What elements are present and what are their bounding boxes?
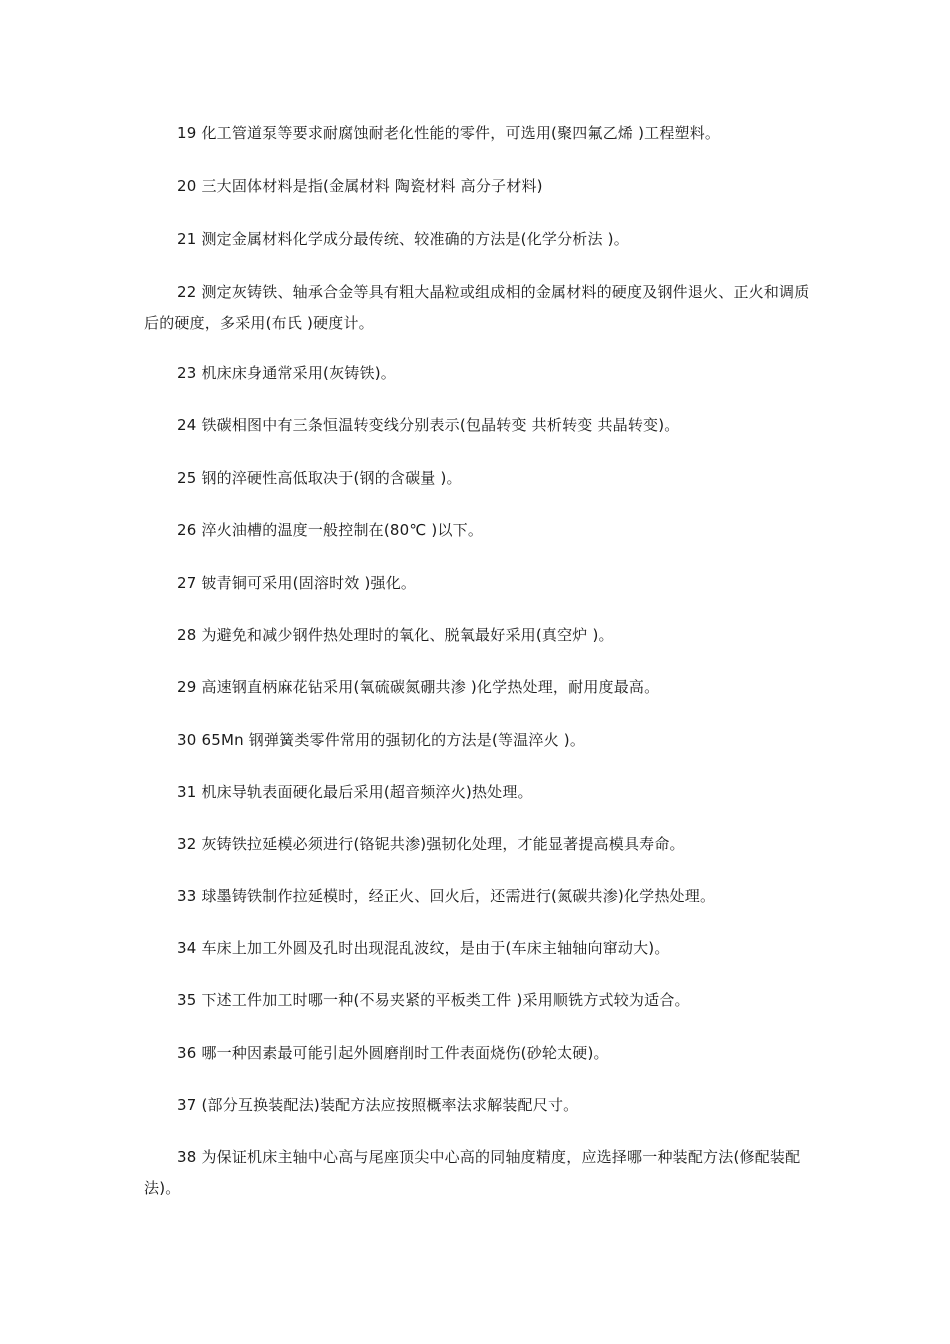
question-31: 31 机床导轨表面硬化最后采用(超音频淬火)热处理。 [177, 783, 533, 801]
question-32: 32 灰铸铁拉延模必须进行(铬铌共渗)强韧化处理，才能显著提高模具寿命。 [177, 835, 685, 853]
question-36: 36 哪一种因素最可能引起外圆磨削时工件表面烧伤(砂轮太硬)。 [177, 1044, 609, 1062]
question-23: 23 机床床身通常采用(灰铸铁)。 [177, 364, 396, 382]
question-20: 20 三大固体材料是指(金属材料 陶瓷材料 高分子材料) [177, 177, 543, 195]
question-28: 28 为避免和减少钢件热处理时的氧化、脱氧最好采用(真空炉 )。 [177, 626, 614, 644]
question-33: 33 球墨铸铁制作拉延模时，经正火、回火后，还需进行(氮碳共渗)化学热处理。 [177, 887, 716, 905]
question-21: 21 测定金属材料化学成分最传统、较准确的方法是(化学分析法 )。 [177, 230, 629, 248]
question-26: 26 淬火油槽的温度一般控制在(80℃ )以下。 [177, 521, 484, 539]
question-37: 37 (部分互换装配法)装配方法应按照概率法求解装配尺寸。 [177, 1096, 579, 1114]
question-27: 27 铍青铜可采用(固溶时效 )强化。 [177, 574, 417, 592]
question-22: 22 测定灰铸铁、轴承合金等具有粗大晶粒或组成相的金属材料的硬度及钢件退火、正火和调质后的硬度，多采用(布氏 )硬度计。 [144, 283, 810, 332]
question-34: 34 车床上加工外圆及孔时出现混乱波纹，是由于(车床主轴轴向窜动大)。 [177, 939, 670, 957]
question-29: 29 高速钢直柄麻花钻采用(氧硫碳氮硼共渗 )化学热处理，耐用度最高。 [177, 678, 660, 696]
question-24: 24 铁碳相图中有三条恒温转变线分别表示(包晶转变 共析转变 共晶转变)。 [177, 416, 680, 434]
question-19: 19 化工管道泵等要求耐腐蚀耐老化性能的零件，可选用(聚四氟乙烯 )工程塑料。 [177, 124, 721, 142]
question-38: 38 为保证机床主轴中心高与尾座顶尖中心高的同轴度精度，应选择哪一种装配方法(修配装配法)。 [144, 1148, 801, 1197]
question-30: 30 65Mn 钢弹簧类零件常用的强韧化的方法是(等温淬火 )。 [177, 731, 586, 749]
question-35: 35 下述工件加工时哪一种(不易夹紧的平板类工件 )采用顺铣方式较为适合。 [177, 991, 690, 1009]
question-25: 25 钢的淬硬性高低取决于(钢的含碳量 )。 [177, 469, 462, 487]
